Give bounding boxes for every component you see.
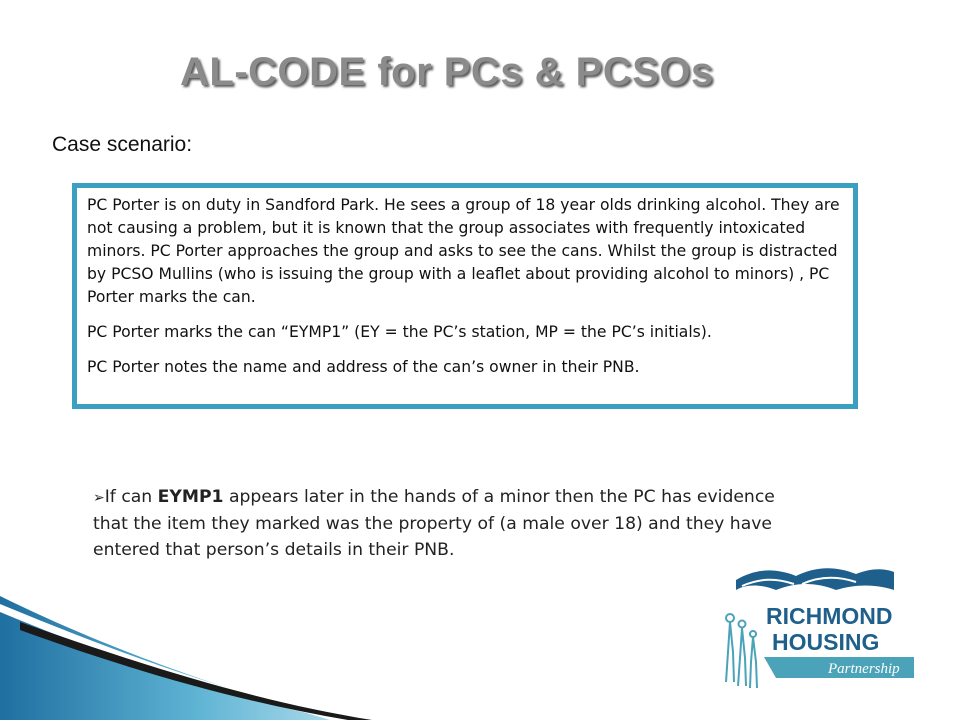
logo-line3: Partnership bbox=[828, 661, 900, 677]
conclusion-bullet bbox=[93, 484, 813, 563]
case-scenario-label: Case scenario: bbox=[52, 133, 193, 156]
scenario-paragraph-3: PC Porter notes the name and address of the can’s owner in their PNB. bbox=[87, 358, 640, 376]
scenario-paragraph-1: PC Porter is on duty in Sandford Park. He sees a group of 18 year olds drinking alcohol. They are not causing a problem, but it is known that the group associates with frequently intoxicated minors. PC Porter approaches the group and asks to see the cans. Whilst the group is distracted by PCSO Mullins (who is issuing the group with a leaflet about providing alcohol to minors) , PC Porter marks the can. bbox=[87, 196, 840, 306]
logo-line1: RICHMOND bbox=[766, 603, 893, 629]
logo-figures-icon bbox=[726, 614, 757, 688]
scenario-box bbox=[72, 183, 858, 409]
slide-title: AL-CODE for PCs & PCSOs bbox=[180, 50, 714, 94]
arrow-bullet-icon: ➢ bbox=[93, 490, 105, 506]
scenario-paragraph-2: PC Porter marks the can “EYMP1” (EY = the PC’s station, MP = the PC’s initials). bbox=[87, 323, 712, 341]
logo-line2: HOUSING bbox=[772, 629, 880, 655]
bullet-suffix: appears later in the hands of a minor then the PC has evidence that the item they marked was the property of (a male over 18) and they have entered that person’s details in their PNB. bbox=[93, 487, 775, 560]
bullet-prefix: If can bbox=[104, 487, 158, 507]
richmond-housing-logo bbox=[716, 562, 918, 710]
bullet-code: EYMP1 bbox=[157, 487, 224, 507]
